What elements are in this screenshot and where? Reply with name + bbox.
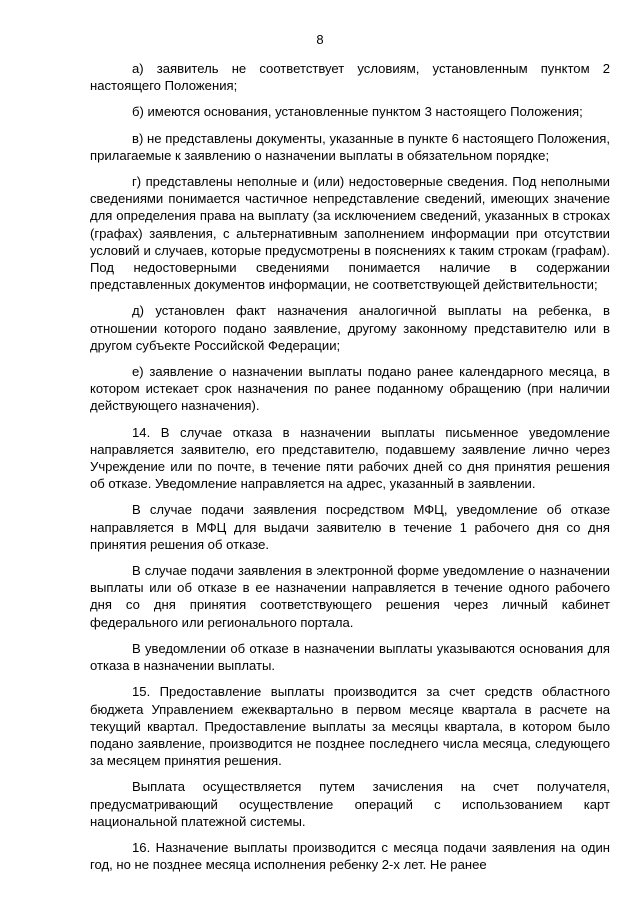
paragraph-item-g: г) представлены неполные и (или) недостоверные сведения. Под неполными сведениями понимается частичное непредставление сведений, имеющих значение для определения права на выплату (за исключением сведений, указанных в строках (графах) заявления, с альтернативным заполнением информации при отсутствии условий и случаев, которые предусмотрены в пояснениях к таким строкам (графам). Под недостоверными сведениями понимается наличие в содержании представленных документов информации, не соответствующей действительности; [90, 174, 610, 293]
paragraph-item-e: е) заявление о назначении выплаты подано ранее календарного месяца, в котором истекает срок назначения по ранее поданному обращению (при наличии действующего назначения). [90, 364, 610, 414]
document-body [90, 60, 610, 882]
paragraph-item-a: а) заявитель не соответствует условиям, установленным пунктом 2 настоящего Положения; [90, 61, 610, 94]
page-number: 8 [316, 32, 324, 47]
paragraph-clause-16: 16. Назначение выплаты производится с месяца подачи заявления на один год, но не позднее месяца исполнения ребенку 2-х лет. Не ранее [90, 839, 610, 873]
paragraph-item-d: д) установлен факт назначения аналогичной выплаты на ребенка, в отношении которого подано заявление, другому законному представителю или в другом субъекте Российской Федерации; [90, 303, 610, 353]
paragraph-item-v: в) не представлены документы, указанные в пункте 6 настоящего Положения, прилагаемые к заявлению о назначении выплаты в обязательном порядке; [90, 130, 610, 163]
paragraph-clause-14: 14. В случае отказа в назначении выплаты письменное уведомление направляется заявителю, его представителю, подавшему заявление лично через Учреждение или по почте, в течение пяти рабочих дней со дня принятия решения об отказе. Уведомление направляется на адрес, указанный в заявлении. [90, 424, 610, 492]
paragraph-electronic-notice: В случае подачи заявления в электронной форме уведомление о назначении выплаты или об отказе в ее назначении направляется в течение одного рабочего дня со дня принятия соответствующего решения через личный кабинет федерального или регионального портала. [90, 563, 610, 630]
paragraph-payment-method: Выплата осуществляется путем зачисления на счет получателя, предусматривающий осуществление операций с использованием карт национальной платежной системы. [90, 779, 610, 829]
paragraph-mfc-notice: В случае подачи заявления посредством МФЦ, уведомление об отказе направляется в МФЦ для выдачи заявителю в течение 1 рабочего дня со дня принятия решения об отказе. [90, 502, 610, 552]
paragraph-refusal-grounds: В уведомлении об отказе в назначении выплаты указываются основания для отказа в назначении выплаты. [90, 640, 610, 674]
paragraph-item-b: б) имеются основания, установленные пунктом 3 настоящего Положения; [132, 104, 583, 120]
paragraph-clause-15: 15. Предоставление выплаты производится за счет средств областного бюджета Управлением ежеквартально в первом месяце квартала в расчете на текущий квартал. Предоставление выплаты за месяцы квартала, в котором было подано заявление, производится не позднее последнего числа месяца, следующего за месяцем принятия решения. [90, 684, 610, 769]
